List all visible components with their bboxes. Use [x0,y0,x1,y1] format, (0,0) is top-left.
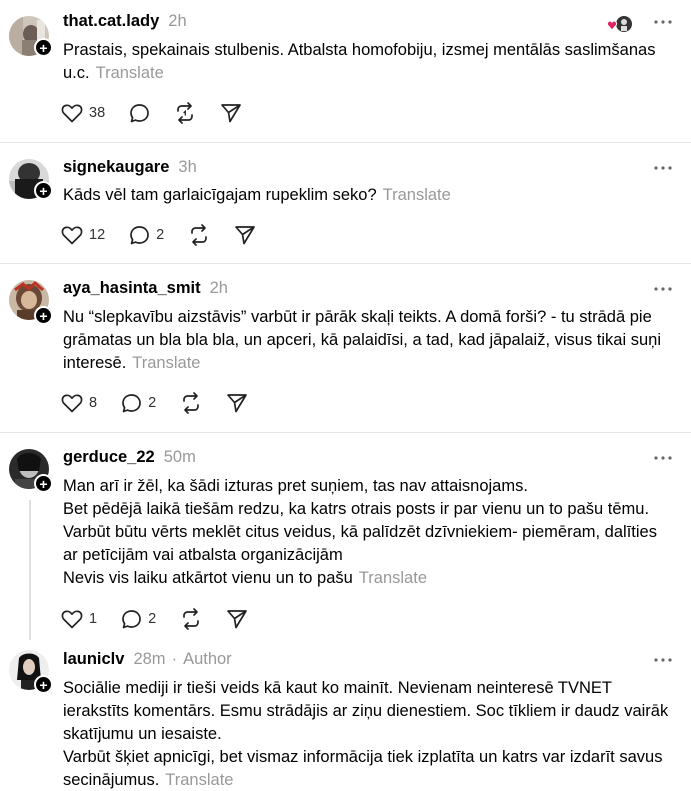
post [0,0,691,142]
share-button[interactable] [226,391,248,415]
timestamp[interactable]: 28m [133,650,166,668]
repost-button[interactable] [174,101,196,125]
username[interactable]: launiclv [63,650,125,668]
share-button[interactable] [234,223,256,247]
post-text-line: Varbūt būtu vērts meklēt citus veidus, kā palīdzēt dzīvniekiem- piemēram, dalīties [63,523,657,541]
post [0,433,691,645]
repost-button[interactable] [180,391,202,415]
send-icon [226,393,248,413]
like-button[interactable] [61,391,97,415]
more-options-button[interactable] [652,650,674,670]
more-options-button[interactable] [652,448,674,468]
post-header [63,279,228,301]
post-text-line: Varbūt šķiet apnicīgi, bet vismaz informācija tiek izplatīta un katrs var izdarīt savus [63,748,663,766]
plus-icon: + [39,39,48,56]
post-text-line: Nu “slepkavību aizstāvis” varbūt ir pārāk skaļi teikts. A domā forši? - tu strādā pie [63,308,652,326]
more-dots-icon [654,456,672,460]
translate-link[interactable]: Translate [358,569,427,587]
post-text-line: secinājumus. [63,771,160,789]
reply-button[interactable] [129,223,164,247]
post-text-line: Man arī ir žēl, ka šādi izturas pret suņiem, tas nav attaisnojams. [63,477,528,495]
follow-button[interactable] [34,38,53,57]
username[interactable]: aya_hasinta_smit [63,279,201,297]
post-text [63,39,673,85]
heart-icon [61,225,83,245]
heart-icon [61,609,83,629]
post [0,640,691,791]
username[interactable]: signekaugare [63,158,170,176]
follow-button[interactable] [34,675,53,694]
share-button[interactable] [226,607,248,631]
post-text-line: u.c. [63,64,90,82]
post-header [63,158,197,180]
like-button[interactable] [61,223,105,247]
timestamp[interactable]: 50m [163,448,196,466]
author-badge: Author [183,650,232,668]
plus-icon: + [39,676,48,693]
repost-icon [174,102,196,124]
timestamp[interactable]: 3h [178,158,197,176]
username[interactable]: gerduce_22 [63,448,155,466]
like-count: 38 [89,105,106,121]
follow-button[interactable] [34,306,53,325]
post-text-line: skatījumu un iesaiste. [63,725,222,743]
post-actions [61,223,280,247]
reply-button[interactable] [121,391,156,415]
more-dots-icon [654,166,672,170]
speech-bubble-icon [129,103,150,124]
plus-icon: + [39,475,48,492]
repost-icon [180,392,202,414]
timestamp[interactable]: 2h [209,279,228,297]
post-actions [61,101,266,125]
post-text-line: grāmatas un bla bla bla, un apceri, kā palaidīsi, a tad, kad jāpalaiž, visus tikai suņi [63,331,662,349]
repost-icon [180,608,202,630]
reply-button[interactable] [129,101,150,125]
post-text-line: ierakstīts komentārs. Esmu strādājis ar ziņu dienestiem. Soc tīkliem ir daudz vairāk [63,702,669,720]
speech-bubble-icon [129,225,150,246]
post-text-line: Kāds vēl tam garlaicīgajam rupeklim seko? [63,186,377,204]
like-button[interactable] [61,101,105,125]
heart-icon [61,393,83,413]
like-count: 8 [89,395,98,411]
repost-button[interactable] [180,607,202,631]
post-actions [61,607,272,631]
post-header [63,650,232,672]
post-header [63,448,196,470]
reply-button[interactable] [121,607,156,631]
like-button[interactable] [61,607,97,631]
speech-bubble-icon [121,609,142,630]
repost-button[interactable] [188,223,210,247]
post-text [63,475,673,590]
translate-link[interactable]: Translate [165,771,234,789]
send-icon [226,609,248,629]
post-text-line: interesē. [63,354,127,372]
timestamp[interactable]: 2h [168,12,187,30]
post-text [63,306,673,375]
follow-button[interactable] [34,474,53,493]
follow-button[interactable] [34,181,53,200]
post-text-line: ar petīcijām vai atbalsta organizācijām [63,546,343,564]
send-icon [220,103,242,123]
more-options-button[interactable] [652,279,674,299]
post-header [63,12,187,34]
heart-icon [61,103,83,123]
more-dots-icon [654,287,672,291]
like-count: 12 [89,227,106,243]
post-text-line: Bet pēdējā laikā tiešām redzu, ka katrs otrais posts ir par vienu un to pašu tēmu. [63,500,650,518]
liked-by-author-badge [607,14,633,34]
share-button[interactable] [220,101,242,125]
reply-count: 2 [148,611,157,627]
more-options-button[interactable] [652,158,674,178]
post-text [63,184,673,207]
post-text-line: Nevis vis laiku atkārtot vienu un to pašu [63,569,353,587]
post [0,264,691,432]
plus-icon: + [39,182,48,199]
post-text [63,677,673,791]
send-icon [234,225,256,245]
reply-count: 2 [148,395,157,411]
speech-bubble-icon [121,393,142,414]
translate-link[interactable]: Translate [382,186,451,204]
separator-dot: · [171,650,178,668]
more-options-button[interactable] [652,12,674,32]
translate-link[interactable]: Translate [95,64,164,82]
repost-icon [188,224,210,246]
post [0,143,691,263]
post-text-line: Prastais, spekainais stulbenis. Atbalsta homofobiju, izsmej mentālās saslimšanas [63,41,656,59]
username[interactable]: that.cat.lady [63,12,160,30]
more-dots-icon [654,658,672,662]
translate-link[interactable]: Translate [132,354,201,372]
like-count: 1 [89,611,98,627]
post-text-line: Sociālie mediji ir tieši veids kā kaut ko mainīt. Nevienam neinteresē TVNET [63,679,613,697]
reply-count: 2 [156,227,165,243]
plus-icon: + [39,307,48,324]
post-actions [61,391,272,415]
more-dots-icon [654,20,672,24]
